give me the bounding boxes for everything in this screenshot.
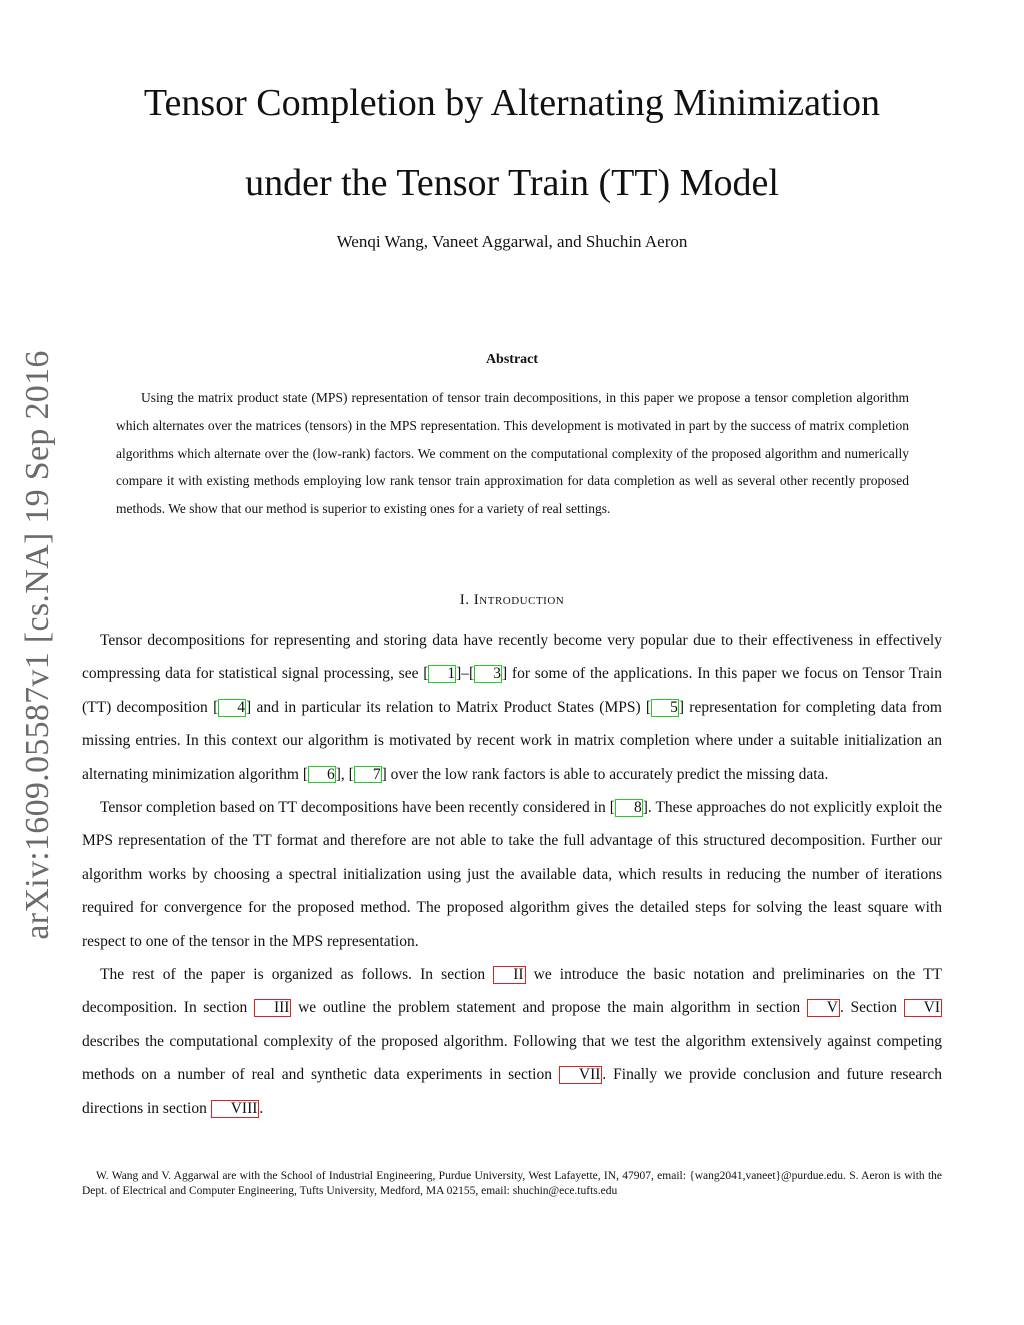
text-run: ] and in particular its relation to Matrix Product States (MPS) [	[246, 698, 652, 716]
paper-title-line-1: Tensor Completion by Alternating Minimization	[143, 82, 881, 124]
author-affiliation-footnote: W. Wang and V. Aggarwal are with the School of Industrial Engineering, Purdue University, West Lafayette, IN, 47907, email: {wang2041,vaneet}@purdue.edu. S. Aeron is with the Dept. of Electrical and Computer Engineering, Tufts University, Medford, MA 02155, email: shuchin@ece.tufts.edu	[82, 1170, 942, 1197]
paragraph-1	[82, 624, 942, 791]
section-link[interactable]: II	[493, 966, 525, 984]
text-run: describes the computational complexity of the proposed algorithm. Following that we test the algorithm extensively against competing methods on a number of real and synthetic data experiments in section	[82, 1032, 942, 1084]
section-link[interactable]: V	[807, 999, 840, 1017]
section-numeral: I.	[459, 592, 470, 608]
author-list: Wenqi Wang, Vaneet Aggarwal, and Shuchin Aeron	[336, 232, 688, 251]
paragraph-2	[82, 791, 942, 958]
text-run: ], [	[335, 765, 354, 783]
text-run: we outline the problem statement and propose the main algorithm in section	[291, 999, 807, 1017]
citation-link[interactable]: 4	[218, 699, 246, 717]
citation-link[interactable]: 5	[651, 699, 679, 717]
arxiv-side-stamp	[10, 350, 66, 940]
section-heading-introduction	[60, 592, 964, 609]
citation-link[interactable]: 1	[428, 665, 456, 683]
abstract-text: Using the matrix product state (MPS) representation of tensor train decompositions, in this paper we propose a tensor completion algorithm which alternates over the matrices (tensors) in the MPS representation. This development is motivated in part by the success of matrix completion algorithms which alternate over the (low-rank) factors. We comment on the computational complexity of the proposed algorithm and numerically compare it with existing methods employing low rank tensor train approximation for data completion as well as several other recently proposed methods. We show that our method is superior to existing ones for a variety of real settings.	[116, 390, 909, 517]
text-run: .	[259, 1099, 264, 1117]
text-run: The rest of the paper is organized as follows. In section	[100, 966, 494, 984]
abstract-heading: Abstract	[485, 352, 539, 367]
introduction-body	[82, 624, 942, 1125]
section-link[interactable]: VIII	[211, 1100, 260, 1118]
text-run: ] representation for completing data from missing entries. In this context our algorithm is motivated by recent work in matrix completion where under a suitable initialization an alternating minimization algorithm [	[82, 698, 942, 783]
text-run: Tensor completion based on TT decompositions have been recently considered in [	[100, 799, 615, 817]
section-title: Introduction	[473, 592, 565, 608]
text-run: ]. These approaches do not explicitly exploit the MPS representation of the TT format and therefore are not able to take the full advantage of this structured decomposition. Further our algorithm works by choosing a spectral initialization using just the available data, which results in reducing the number of iterations required for convergence for the proposed method. The proposed algorithm gives the detailed steps for solving the least square with respect to one of the tensor in the MPS representation.	[82, 799, 943, 950]
text-run: . Section	[839, 999, 904, 1017]
section-link[interactable]: III	[254, 999, 292, 1017]
text-run: ] for some of the applications. In this paper we focus on Tensor Train (TT) decomposition [	[82, 665, 942, 716]
text-run: ]–[	[456, 665, 475, 683]
section-link[interactable]: VII	[559, 1066, 603, 1084]
text-run: we introduce the basic notation and preliminaries on the TT decomposition. In section	[82, 966, 943, 1017]
text-run: . Finally we provide conclusion and future research directions in section	[82, 1066, 942, 1117]
paper-title-line-2: under the Tensor Train (TT) Model	[245, 162, 779, 204]
citation-link[interactable]: 3	[474, 665, 502, 683]
citation-link[interactable]: 7	[354, 766, 382, 784]
text-run: ] over the low rank factors is able to accurately predict the missing data.	[381, 765, 829, 783]
paragraph-3	[82, 958, 942, 1125]
text-run: Tensor decompositions for representing and storing data have recently become very popular due to their effectiveness in effectively compressing data for statistical signal processing, see [	[82, 632, 942, 683]
citation-link[interactable]: 8	[615, 799, 643, 817]
section-link[interactable]: VI	[904, 999, 942, 1017]
arxiv-identifier: arXiv:1609.05587v1 [cs.NA] 19 Sep 2016	[19, 350, 56, 940]
citation-link[interactable]: 6	[308, 766, 336, 784]
